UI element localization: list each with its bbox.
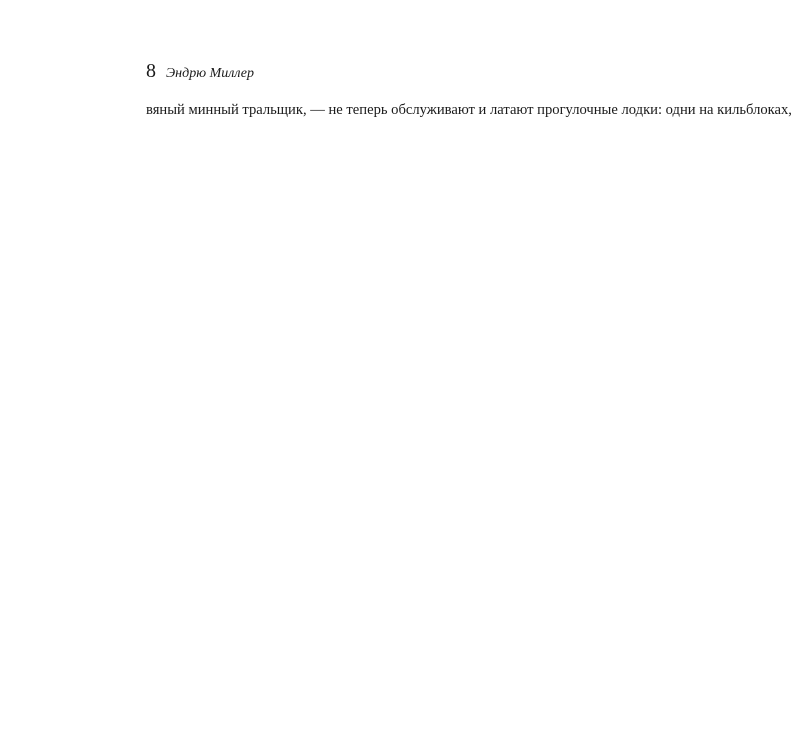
running-head: Эндрю Миллер [166, 66, 254, 81]
body-text [146, 100, 792, 121]
text-line: вяный минный тральщик, — не теперь обслуживают и латают прогулочные лодки: одни на кильблоках, [146, 102, 792, 118]
page-header [146, 60, 254, 83]
page-number: 8 [146, 60, 156, 82]
